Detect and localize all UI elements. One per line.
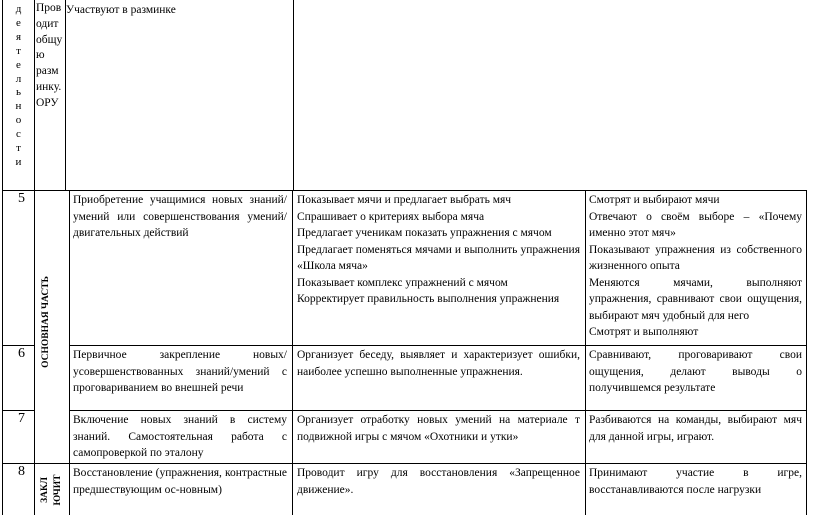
teacher-action: Спрашивает о критериях выбора мяча: [297, 210, 485, 223]
teacher-cell: [297, 192, 580, 308]
letter: т: [16, 44, 21, 57]
letter: л: [15, 72, 22, 85]
letter: т: [16, 142, 21, 155]
students-cell: [589, 192, 802, 341]
letter: д: [15, 3, 22, 15]
table-border: [292, 190, 293, 515]
table-border: [34, 0, 35, 515]
section-label-main: ОСНОВНАЯ ЧАСТЬ: [41, 276, 51, 368]
activity-vertical-label: [3, 3, 34, 170]
method-line: общу: [36, 33, 63, 46]
table-border: [65, 0, 66, 190]
method-line: одит: [36, 17, 59, 30]
stage-cell: Восстановление (упражнения, контрастные предшествующим ос-новным): [73, 467, 287, 496]
students-cell: Сравнивают, проговаривают свои ощущения, делают выводы о получившемся результате: [589, 349, 802, 394]
table-border: [69, 410, 807, 411]
teacher-action: Предлагает поменяться мячами и выполнить упражнения «Школа мяча»: [297, 243, 580, 272]
students-action: Меняются мячами, выполняют упражнения, сравнивают свои ощущения, выбирают мяч удобный для него: [589, 276, 802, 322]
method-line: ОРУ: [36, 96, 59, 109]
teacher-action: Показывает мячи и предлагает выбрать мяч: [297, 194, 512, 206]
table-border: [293, 0, 294, 190]
teacher-action: Предлагает ученикам показать упражнения с мячом: [297, 227, 552, 239]
letter: и: [15, 155, 22, 168]
section-label-line: ЗАКЛ: [40, 477, 50, 503]
table-border: [69, 190, 70, 515]
warmup-method-cell: [36, 1, 65, 112]
teacher-action: Корректирует правильность выполнения упражнения: [297, 293, 560, 305]
students-cell: Принимают участие в игре, восстанавливаются после нагрузки: [589, 467, 802, 496]
method-line: разм: [36, 65, 59, 78]
students-action: Смотрят и выполняют: [589, 326, 699, 338]
letter: н: [15, 100, 22, 113]
letter: с: [16, 128, 21, 141]
warmup-students-cell: Участвуют в разминке: [66, 4, 176, 16]
teacher-cell: Организует беседу, выявляет и характеризует ошибки, наиболее успешно выполненные упражнения.: [297, 349, 580, 378]
table-border: [69, 345, 807, 346]
letter: о: [15, 114, 22, 127]
letter: я: [15, 30, 22, 43]
table-border: [806, 190, 807, 515]
row-number: 6: [18, 346, 25, 361]
table-border: [2, 463, 807, 464]
letter: е: [16, 58, 21, 71]
letter: е: [16, 16, 21, 29]
method-line: Пров: [36, 2, 62, 14]
students-action: Отвечают о своём выборе – «Почему именно этот мяч»: [589, 210, 802, 239]
teacher-action: Показывает комплекс упражнений с мячом: [297, 276, 508, 289]
students-action: Показывают упражнения из собственного жизненного опыта: [589, 243, 802, 272]
table-border: [585, 190, 586, 515]
teacher-cell: Проводит игру для восстановления «Запрещенное движение».: [297, 467, 580, 496]
table-border: [2, 190, 807, 191]
method-line: ю: [36, 49, 45, 62]
stage-cell: Приобретение учащимися новых знаний/умений или совершенствования умений/ двигательных действий: [73, 194, 287, 239]
teacher-cell: Организует отработку новых умений на материале т подвижной игры с мячом «Охотники и утки»: [297, 414, 580, 443]
stage-cell: Первичное закрепление новых/усовершенствованных знаний/умений с проговариванием во внешней речи: [73, 349, 287, 394]
letter: ь: [15, 86, 22, 99]
students-cell: Разбиваются на команды, выбирают мяч для данной игры, играют.: [589, 414, 802, 443]
row-number: 7: [18, 411, 25, 426]
students-action: Смотрят и выбирают мячи: [589, 194, 720, 206]
section-label-line: ЮЧИТ: [53, 474, 63, 506]
method-line: инку.: [36, 80, 62, 93]
row-number: 8: [18, 464, 25, 479]
row-number: 5: [18, 191, 25, 206]
stage-cell: Включение новых знаний в систему знаний. Самостоятельная работа с самопроверкой по эталону: [73, 414, 287, 459]
section-label-final: [39, 465, 67, 515]
